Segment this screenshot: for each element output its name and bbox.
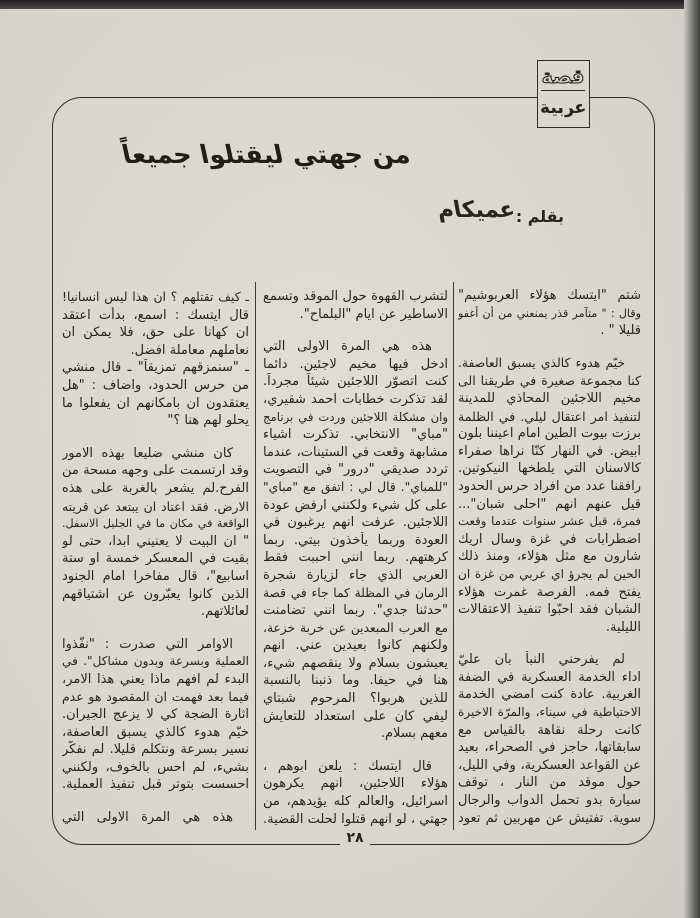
column-left	[62, 289, 249, 827]
text-line: كنا مجموعة صغيرة في طريقنا الى	[458, 373, 641, 389]
text-line: لم يفرحني النبأ بان عليّ	[458, 652, 625, 668]
text-line: هنا في حيفا. وما ذنبنا بالنسبة	[263, 673, 448, 689]
text-line: نسير بسرعة ونتكلم قليلا. لم نفكّر	[62, 742, 249, 758]
text-line: الذين كانوا يعبّرون عن اشتياقهم	[62, 586, 249, 602]
text-line: قال ايتسك : يلعن ابوهم ،	[263, 758, 432, 774]
text-line: " ان البيت لا يعنيني ابدا، حتى لو	[62, 533, 249, 549]
paragraph	[458, 355, 641, 637]
text-line: شتم "ايتسك هؤلاء العربوشيم"	[458, 288, 641, 303]
text-line: اسابيع"، قال مفاخرا امام الجنود	[62, 568, 249, 584]
text-line: خيّم هدوء كالذي يسبق العاصفة،	[62, 724, 249, 740]
page-number: ٢٨	[340, 829, 370, 847]
story-title: من جهتي ليقتلوا جميعاً	[119, 140, 413, 169]
text-line: "للمباي". قال لي : اتفق مع "مباي"	[263, 479, 448, 494]
text-line: يعيشون بسلام ولا ينقصهم شيء،	[263, 655, 448, 671]
text-line: العربي الذي جاء لزيارة شجرة	[263, 567, 448, 583]
logo-word-story: قصة	[541, 64, 585, 91]
text-line: احسست بتوتر قبل تنفيذ العملية.	[62, 777, 249, 793]
column-right	[458, 287, 641, 827]
text-line: ولكنهم كانوا بعيدين عني. انهم	[263, 638, 448, 654]
paragraph	[458, 287, 641, 340]
paragraph	[62, 445, 249, 621]
text-line: عن القواعد العسكرية، وفي الليل،	[458, 757, 641, 773]
text-line: سيارة بدو تحمل الدواب والرجال	[458, 793, 641, 809]
text-line: كان منشي ضليعا بهذه الامور	[62, 445, 233, 461]
text-line: تردد صديقي "درور" في التصويت	[263, 462, 448, 478]
text-line: كالاسنان التي يلطخها النيكوتين.	[458, 461, 641, 477]
text-line: يعتقدون ان بامكانهم ان يفعلوا ما	[62, 395, 249, 411]
text-line: جهتي ، لو انهم قتلوا لحلت القضية.	[263, 811, 448, 827]
text-line: لتشرب القهوة حول الموقد وتسمع	[263, 289, 448, 304]
paragraph	[263, 338, 448, 743]
text-line: مخيم اللاجئين المحاذي للمدينة	[458, 390, 641, 406]
text-line: ليفي كان على استعداد للتعايش	[263, 708, 448, 724]
text-line: الاساطير عن ايام "البلماح".	[299, 306, 448, 322]
text-line: هذه هي المرة الاولى التي	[62, 810, 233, 826]
paragraph	[62, 809, 249, 827]
text-line: شارون مع مثل هؤلاء، ومنذ ذلك	[458, 549, 641, 565]
text-line: العملية وبسرعة وبدون مشاكل". في	[62, 654, 249, 669]
text-line: خيّم هدوء كالذي يسبق العاصفة.	[458, 355, 625, 370]
text-line: برزت بيوت الطين امام اعيننا بلون	[458, 426, 641, 442]
paragraph	[458, 651, 641, 827]
text-line: الحين لم يجرؤ اي عربي من غزة ان	[458, 566, 641, 581]
text-line: "حدثنا جدي". ربما انني تضامنت	[263, 603, 448, 619]
text-line: الرمان في المظلة كما جاء في قصة	[263, 585, 448, 600]
text-line: الغربية. عادة كنت امضي الخدمة	[458, 687, 641, 703]
paragraph	[263, 288, 448, 323]
text-line: ابيض. في النهار كنّا نراها صفراء	[458, 443, 641, 459]
text-line: العودة وربما يأخذون بيتي. ربما	[263, 532, 448, 548]
text-line: اسرائيل، والعالم كله يؤيدهم، من	[263, 794, 448, 810]
text-line: وقال : " متآمر قذر يمنعني من أن أغفو	[458, 306, 641, 320]
text-line: قال ايتسك : اسمع، بدأت اعتقد	[62, 307, 249, 323]
text-line: اداء الخدمة العسكرية في الضفة	[458, 669, 641, 685]
text-line: وقد ارتسمت على وجهه مسحة من	[62, 463, 249, 479]
text-line: لتنفيذ امر اعتقال ليلي. في الظلمة	[458, 408, 641, 424]
text-line: يفتح فمه. الفرصة غمرت هؤلاء	[458, 584, 641, 600]
text-line: الاوامر التي صدرت : "نفّذوا	[62, 636, 233, 652]
section-logo	[537, 60, 590, 128]
text-line: الاحتياطية في سيناء، والمرّة الاخيرة	[458, 705, 641, 720]
scan-edge-top	[0, 0, 700, 9]
text-line: كرهتهم. ربما انني احببت فقط	[263, 550, 448, 566]
text-line: من حرس الحدود، واضاف : "هل	[62, 377, 249, 393]
text-line: ان كهانا على حق، فلا يمكن ان	[62, 325, 249, 341]
text-line: فيما بعد فهمت ان المقصود هو عدم	[62, 689, 249, 705]
text-line: بشيء، لم احس بالخوف، ولكنني	[62, 759, 249, 775]
text-line: ـ "سنمزقهم تمزيقاً" ـ قال منشي	[62, 360, 249, 376]
text-line: اثارة الضجة كي لا يزعج الجيران.	[62, 707, 249, 723]
text-line: يحلو لهم هنا ؟"	[167, 413, 249, 429]
column-divider	[255, 282, 256, 830]
text-line: وان مشكلة اللاجئين وردت في برنامج	[263, 409, 448, 424]
text-line: البدء لم افهم ماذا يعني هذا الامر،	[62, 671, 249, 687]
column-middle	[263, 288, 448, 828]
text-line: للذين هربوا؟ المرحوم شبتاي	[263, 691, 448, 707]
text-line: فمرة، قبل عشر سنوات عندما وقعت	[458, 514, 641, 529]
text-line: على كل شيء ولكنني ارفض عودة	[263, 497, 448, 513]
paragraph	[263, 758, 448, 828]
text-line: ادخل فيها مخيم لاجئين. دائما	[263, 356, 448, 372]
byline-author: عميكام	[434, 197, 518, 223]
text-line: الشبان فقد احبّوا تنفيذ الاعتقالات	[458, 602, 641, 618]
column-divider	[453, 282, 454, 830]
paragraph	[62, 636, 249, 794]
scan-edge-right	[684, 0, 700, 918]
text-line: الفرح.لم يشعر بالغربة على هذه	[62, 480, 249, 496]
text-line: كانت رحلة نقاهة بالقياس مع	[458, 722, 641, 738]
text-line: سوية. تفتيش عن مهربين ثم تعود	[458, 810, 641, 826]
text-line: الارض. فقد اعتاد ان يبتعد عن قريته	[62, 498, 249, 514]
text-line: الليلية.	[605, 619, 641, 635]
text-line: حول موقد من النار ، توقف	[458, 775, 641, 791]
byline-prefix: بقلم :	[515, 207, 564, 226]
text-line: الواقعة في مكان ما في الجليل الاسفل.	[62, 517, 249, 531]
text-line: اللاجئين. عرفت انهم يرغبون في	[263, 515, 448, 531]
text-line: هذه هي المرة الاولى التي	[263, 339, 432, 355]
text-line: لقد تذكرت خطابات احمد شقيري،	[263, 391, 448, 407]
text-line: نعاملهم معاملة افضل.	[130, 342, 249, 358]
text-line: سابقاتها، حاجز في الصحراء، بعيد	[458, 740, 641, 756]
text-line: مشابهة وقعت في الستينات، عندما	[263, 444, 448, 460]
text-line: مع العرب المبعدين عن خربة خزعة،	[263, 620, 448, 635]
text-line: لعائلاتهم.	[201, 604, 249, 620]
text-line: رافقنا عدد من افراد حرس الحدود	[458, 478, 641, 494]
text-line: قليلا " .	[600, 323, 641, 339]
paragraph	[62, 289, 249, 430]
text-line: هؤلاء اللاجئين، انهم يكرهون	[263, 776, 448, 792]
text-line: قيل عنهم انهم "احلى شبان"...	[458, 496, 641, 512]
text-line: ـ كيف تقتلهم ؟ ان هذا ليس انسانيا!	[62, 290, 249, 304]
text-line: معهم بسلام.	[380, 726, 448, 742]
text-line: اضطرابات في غزة وسال اريك	[458, 531, 641, 547]
text-line: "مباي" الانتخابي. تذكرت اشياء	[263, 427, 448, 443]
logo-word-arab: عربية	[537, 98, 588, 118]
text-line: بقيت في المعسكر خمسة او ستة	[62, 551, 249, 567]
text-line: كنت اتصوّر اللاجئين شيئاً مجرداً.	[263, 374, 448, 390]
